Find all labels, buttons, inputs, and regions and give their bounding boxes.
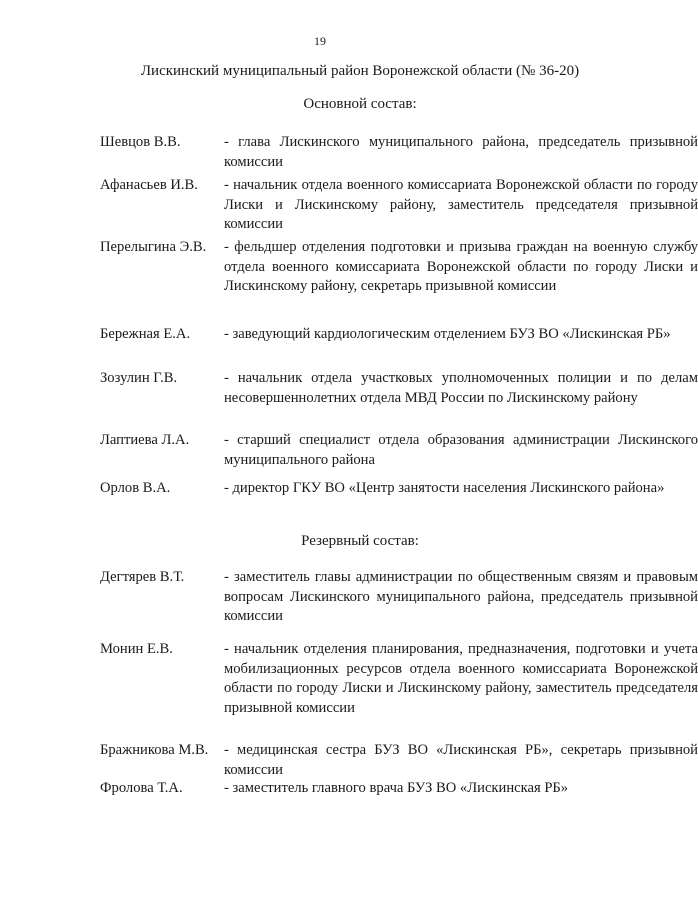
- member-role: - медицинская сестра БУЗ ВО «Лискинская РБ», секретарь призывной комиссии: [224, 742, 698, 778]
- member-role: - заместитель главы администрации по общественным связям и правовым вопросам Лискинского муниципального района, председатель призывной комиссии: [224, 569, 698, 625]
- member-role: - глава Лискинского муниципального района, председатель призывной комиссии: [224, 134, 698, 170]
- member-role: - заместитель главного врача БУЗ ВО «Лискинская РБ»: [224, 780, 569, 796]
- main-composition-heading: Основной состав:: [303, 96, 417, 112]
- member-role: - директор ГКУ ВО «Центр занятости населения Лискинского района»: [224, 480, 665, 496]
- document-title: Лискинский муниципальный район Воронежской области (№ 36-20): [140, 63, 580, 79]
- member-role: - фельдшер отделения подготовки и призыва граждан на военную службу отдела военного комиссариата Воронежской области по городу Лиски и Лискинскому району, секретарь призывной комиссии: [224, 239, 698, 295]
- member-name: Фролова Т.А.: [100, 780, 183, 796]
- member-role: - начальник отдела военного комиссариата Воронежской области по городу Лиски и Лискинскому району, заместитель председателя призывной комиссии: [224, 177, 698, 233]
- member-role: - начальник отделения планирования, предназначения, подготовки и учета мобилизационных ресурсов отдела военного комиссариата Воронежской области по городу Лиски и Лискинскому району, заместитель председателя призывной комиссии: [224, 641, 698, 716]
- member-name: Лаптиева Л.А.: [100, 432, 190, 448]
- reserve-composition-heading: Резервный состав:: [301, 533, 419, 549]
- member-name: Шевцов В.В.: [100, 134, 181, 150]
- member-role: - старший специалист отдела образования администрации Лискинского муниципального района: [224, 432, 698, 468]
- member-name: Афанасьев И.В.: [100, 177, 198, 193]
- member-role: - заведующий кардиологическим отделением БУЗ ВО «Лискинская РБ»: [224, 326, 671, 342]
- member-name: Монин Е.В.: [100, 641, 173, 657]
- page-number: 19: [314, 34, 326, 48]
- member-name: Бережная Е.А.: [100, 326, 191, 342]
- member-name: Зозулин Г.В.: [100, 370, 178, 386]
- member-name: Бражникова М.В.: [100, 742, 209, 758]
- member-name: Дегтярев В.Т.: [100, 569, 185, 585]
- member-name: Орлов В.А.: [100, 480, 171, 496]
- member-name: Перелыгина Э.В.: [100, 239, 207, 255]
- member-role: - начальник отдела участковых уполномоченных полиции и по делам несовершеннолетних отдела МВД России по Лискинскому району: [224, 370, 698, 406]
